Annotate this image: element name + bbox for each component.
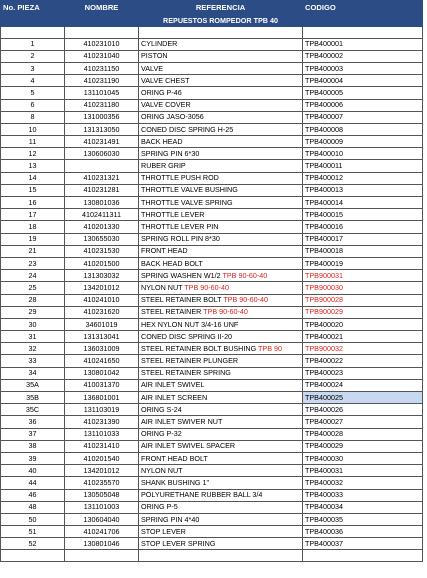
- no-pieza-cell[interactable]: 3: [1, 62, 65, 74]
- referencia-text: ORING JASO-3056: [141, 112, 204, 122]
- referencia-cell[interactable]: [139, 75, 303, 87]
- referencia-text: THROTTLE LEVER: [141, 209, 205, 219]
- table-row: [1, 221, 423, 233]
- referencia-cell[interactable]: [139, 367, 303, 379]
- blank-row: [1, 27, 423, 39]
- no-pieza-cell[interactable]: 46: [1, 489, 65, 501]
- referencia-text: ORING P-46: [141, 87, 182, 97]
- referencia-text: THROTTLE PUSH ROD: [141, 173, 219, 183]
- table-row: [1, 160, 423, 172]
- referencia-text: SHANK BUSHING 1": [141, 477, 210, 487]
- referencia-cell[interactable]: [139, 343, 303, 355]
- nombre-cell[interactable]: 130604040: [65, 513, 139, 525]
- table-row: [1, 50, 423, 62]
- referencia-cell[interactable]: [139, 270, 303, 282]
- no-pieza-cell[interactable]: 6: [1, 99, 65, 111]
- no-pieza-cell[interactable]: 16: [1, 197, 65, 209]
- referencia-text: AIR INLET SWIVEL: [141, 380, 205, 390]
- referencia-text: STOP LEVER SPRING: [141, 538, 216, 548]
- codigo-cell[interactable]: TPB400003: [303, 62, 423, 74]
- table-row: [1, 148, 423, 160]
- table-row: [1, 367, 423, 379]
- codigo-cell[interactable]: TPB900030: [303, 282, 423, 294]
- referencia-text: ORING P-5: [141, 502, 178, 512]
- table-row: [1, 99, 423, 111]
- nombre-cell[interactable]: 410241010: [65, 294, 139, 306]
- referencia-cell[interactable]: [139, 99, 303, 111]
- referencia-cell[interactable]: [139, 172, 303, 184]
- empty-cell[interactable]: [65, 550, 139, 562]
- nombre-cell[interactable]: 410231010: [65, 38, 139, 50]
- referencia-cell[interactable]: [139, 233, 303, 245]
- referencia-text: VALVE COVER: [141, 100, 191, 110]
- empty-cell[interactable]: [139, 27, 303, 39]
- codigo-cell[interactable]: TPB400037: [303, 538, 423, 550]
- referencia-text: NYLON NUT: [141, 465, 183, 475]
- table-row: [1, 428, 423, 440]
- codigo-cell[interactable]: TPB400032: [303, 477, 423, 489]
- nombre-cell[interactable]: 410201330: [65, 221, 139, 233]
- nombre-cell[interactable]: 131313050: [65, 123, 139, 135]
- codigo-cell[interactable]: TPB400012: [303, 172, 423, 184]
- no-pieza-cell[interactable]: 12: [1, 148, 65, 160]
- nombre-cell[interactable]: 410231190: [65, 75, 139, 87]
- referencia-cell[interactable]: [139, 477, 303, 489]
- referencia-text: FRONT HEAD BOLT: [141, 453, 208, 463]
- nombre-cell[interactable]: 131313041: [65, 331, 139, 343]
- referencia-cell[interactable]: [139, 111, 303, 123]
- referencia-cell[interactable]: [139, 331, 303, 343]
- empty-cell[interactable]: [303, 550, 423, 562]
- referencia-text: VALVE CHEST: [141, 75, 190, 85]
- referencia-cell[interactable]: [139, 184, 303, 196]
- no-pieza-cell[interactable]: 36: [1, 416, 65, 428]
- table-row: [1, 404, 423, 416]
- nombre-cell[interactable]: 410241706: [65, 526, 139, 538]
- nombre-cell[interactable]: 130801036: [65, 197, 139, 209]
- referencia-cell[interactable]: [139, 306, 303, 318]
- referencia-cell[interactable]: [139, 62, 303, 74]
- table-row: [1, 452, 423, 464]
- no-pieza-cell[interactable]: 23: [1, 257, 65, 269]
- codigo-cell[interactable]: TPB400017: [303, 233, 423, 245]
- no-pieza-cell[interactable]: 28: [1, 294, 65, 306]
- no-pieza-cell[interactable]: 19: [1, 233, 65, 245]
- no-pieza-cell[interactable]: 35A: [1, 379, 65, 391]
- referencia-cell[interactable]: [139, 538, 303, 550]
- nombre-cell[interactable]: 410231390: [65, 416, 139, 428]
- table-row: [1, 172, 423, 184]
- nombre-cell[interactable]: [65, 160, 139, 172]
- nombre-cell[interactable]: 410231491: [65, 136, 139, 148]
- codigo-cell[interactable]: TPB900028: [303, 294, 423, 306]
- table-row: [1, 501, 423, 513]
- empty-cell[interactable]: [303, 27, 423, 39]
- referencia-text: AIR INLET SCREEN: [141, 392, 208, 402]
- referencia-text: AIR INLET SWIVER NUT: [141, 417, 223, 426]
- codigo-cell[interactable]: TPB400030: [303, 452, 423, 464]
- codigo-cell[interactable]: TPB400019: [303, 257, 423, 269]
- table-row: [1, 526, 423, 538]
- codigo-cell[interactable]: TPB400035: [303, 513, 423, 525]
- nombre-cell[interactable]: 410231321: [65, 172, 139, 184]
- codigo-cell[interactable]: TPB400015: [303, 209, 423, 221]
- nombre-cell[interactable]: 134201012: [65, 465, 139, 477]
- no-pieza-cell[interactable]: 14: [1, 172, 65, 184]
- referencia-text: SPRING PIN 6*30: [141, 148, 200, 158]
- referencia-cell[interactable]: [139, 209, 303, 221]
- nombre-cell[interactable]: 130606030: [65, 148, 139, 160]
- table-row: [1, 184, 423, 196]
- nombre-cell[interactable]: 410201540: [65, 452, 139, 464]
- table-row: [1, 331, 423, 343]
- nombre-cell[interactable]: 136031009: [65, 343, 139, 355]
- referencia-text: STEEL RETAINER BOLT: [141, 295, 222, 305]
- referencia-text: SPRING PIN 4*40: [141, 514, 200, 524]
- nombre-cell[interactable]: 410241650: [65, 355, 139, 367]
- empty-cell[interactable]: [1, 550, 65, 562]
- no-pieza-cell[interactable]: 35B: [1, 392, 65, 404]
- referencia-text: POLYURETHANE RUBBER BALL 3/4: [141, 490, 263, 500]
- nombre-cell[interactable]: 410031370: [65, 379, 139, 391]
- header-row: [1, 1, 423, 15]
- referencia-text: BACK HEAD: [141, 136, 183, 146]
- table-row: [1, 318, 423, 330]
- codigo-cell[interactable]: TPB400026: [303, 404, 423, 416]
- referencia-text: STEEL RETAINER BOLT BUSHING: [141, 343, 257, 353]
- no-pieza-cell[interactable]: 35C: [1, 404, 65, 416]
- nombre-cell[interactable]: 131000356: [65, 111, 139, 123]
- header-codigo[interactable]: CODIGO: [303, 1, 423, 15]
- nombre-cell[interactable]: 410231410: [65, 440, 139, 452]
- table-row: [1, 513, 423, 525]
- table-row: [1, 123, 423, 135]
- referencia-cell[interactable]: [139, 379, 303, 391]
- referencia-text: RUBER GRIP: [141, 161, 186, 171]
- table-row: [1, 111, 423, 123]
- referencia-cell[interactable]: [139, 282, 303, 294]
- codigo-cell[interactable]: TPB400014: [303, 197, 423, 209]
- codigo-cell[interactable]: TPB400002: [303, 50, 423, 62]
- referencia-text: ORING S-24: [141, 404, 182, 414]
- referencia-text: CONED DISC SPRING II-20: [141, 331, 233, 341]
- table-row: [1, 440, 423, 452]
- no-pieza-cell[interactable]: 1: [1, 38, 65, 50]
- table-row: [1, 257, 423, 269]
- table-row: [1, 379, 423, 391]
- referencia-cell[interactable]: [139, 526, 303, 538]
- no-pieza-cell[interactable]: 40: [1, 465, 65, 477]
- codigo-cell[interactable]: TPB400009: [303, 136, 423, 148]
- table-row: [1, 465, 423, 477]
- no-pieza-cell[interactable]: 4: [1, 75, 65, 87]
- referencia-cell[interactable]: [139, 245, 303, 257]
- codigo-cell[interactable]: TPB400024: [303, 379, 423, 391]
- no-pieza-cell[interactable]: 44: [1, 477, 65, 489]
- codigo-cell[interactable]: TPB400008: [303, 123, 423, 135]
- referencia-cell[interactable]: [139, 513, 303, 525]
- codigo-cell[interactable]: TPB400029: [303, 440, 423, 452]
- empty-cell[interactable]: [139, 550, 303, 562]
- table-row: [1, 62, 423, 74]
- table-row: [1, 282, 423, 294]
- referencia-text: STEEL RETAINER PLUNGER: [141, 356, 239, 366]
- table-row: [1, 538, 423, 550]
- referencia-cell[interactable]: [139, 38, 303, 50]
- no-pieza-cell[interactable]: 37: [1, 428, 65, 440]
- referencia-cell[interactable]: [139, 355, 303, 367]
- codigo-cell[interactable]: TPB400023: [303, 367, 423, 379]
- referencia-cell[interactable]: [139, 136, 303, 148]
- no-pieza-cell[interactable]: 8: [1, 111, 65, 123]
- codigo-cell[interactable]: TPB400013: [303, 184, 423, 196]
- referencia-cell[interactable]: [139, 87, 303, 99]
- table-row: [1, 75, 423, 87]
- table-row: [1, 38, 423, 50]
- codigo-cell[interactable]: TPB400018: [303, 245, 423, 257]
- codigo-cell[interactable]: TPB400033: [303, 489, 423, 501]
- referencia-text: AIR INLET SWIVEL SPACER: [141, 441, 236, 451]
- codigo-cell[interactable]: TPB400027: [303, 416, 423, 428]
- nombre-cell[interactable]: 130801046: [65, 538, 139, 550]
- referencia-text: NYLON NUT: [141, 282, 183, 292]
- nombre-cell[interactable]: 131101033: [65, 428, 139, 440]
- referencia-cell[interactable]: [139, 452, 303, 464]
- referencia-text: STEEL RETAINER: [141, 307, 202, 317]
- codigo-cell[interactable]: TPB400036: [303, 526, 423, 538]
- referencia-cell[interactable]: [139, 501, 303, 513]
- no-pieza-cell[interactable]: 10: [1, 123, 65, 135]
- referencia-cell[interactable]: [139, 489, 303, 501]
- section-title-row: [1, 15, 423, 27]
- referencia-cell[interactable]: [139, 197, 303, 209]
- nombre-cell[interactable]: 131303032: [65, 270, 139, 282]
- table-row: [1, 489, 423, 501]
- table-row: [1, 209, 423, 221]
- codigo-cell[interactable]: TPB900031: [303, 270, 423, 282]
- referencia-text: FRONT HEAD: [141, 246, 188, 256]
- no-pieza-cell[interactable]: 33: [1, 355, 65, 367]
- title-spacer-cell[interactable]: [303, 15, 423, 27]
- referencia-cell[interactable]: [139, 404, 303, 416]
- referencia-cell[interactable]: [139, 50, 303, 62]
- no-pieza-cell[interactable]: 2: [1, 50, 65, 62]
- table-row: [1, 270, 423, 282]
- nombre-cell[interactable]: 410201500: [65, 257, 139, 269]
- referencia-note: TPB 90: [256, 343, 282, 353]
- codigo-cell[interactable]: TPB400006: [303, 99, 423, 111]
- nombre-cell[interactable]: 410231530: [65, 245, 139, 257]
- no-pieza-cell[interactable]: 18: [1, 221, 65, 233]
- referencia-text: CYLINDER: [141, 39, 178, 49]
- referencia-text: SPRING WASHEN W1/2: [141, 270, 221, 280]
- referencia-cell[interactable]: [139, 294, 303, 306]
- referencia-text: THROTTLE VALVE BUSHING: [141, 185, 238, 195]
- referencia-text: ORING P-32: [141, 429, 182, 439]
- nombre-cell[interactable]: 136801001: [65, 392, 139, 404]
- table-row: [1, 306, 423, 318]
- no-pieza-cell[interactable]: 48: [1, 501, 65, 513]
- referencia-cell[interactable]: [139, 123, 303, 135]
- table-row: [1, 343, 423, 355]
- codigo-cell[interactable]: TPB400028: [303, 428, 423, 440]
- codigo-cell[interactable]: TPB400031: [303, 465, 423, 477]
- referencia-cell[interactable]: [139, 148, 303, 160]
- no-pieza-cell[interactable]: 32: [1, 343, 65, 355]
- referencia-text: VALVE: [141, 63, 164, 73]
- referencia-text: SPRING ROLL PIN 8*30: [141, 234, 220, 244]
- nombre-cell[interactable]: 130505048: [65, 489, 139, 501]
- no-pieza-cell[interactable]: 51: [1, 526, 65, 538]
- no-pieza-cell[interactable]: 25: [1, 282, 65, 294]
- title-spacer-cell[interactable]: [1, 15, 65, 27]
- table-row: [1, 136, 423, 148]
- codigo-cell[interactable]: TPB400010: [303, 148, 423, 160]
- referencia-text: THROTTLE VALVE SPRING: [141, 197, 233, 207]
- codigo-cell[interactable]: TPB400001: [303, 38, 423, 50]
- table-row: [1, 355, 423, 367]
- nombre-cell[interactable]: 131101045: [65, 87, 139, 99]
- codigo-cell[interactable]: TPB400021: [303, 331, 423, 343]
- referencia-cell[interactable]: [139, 428, 303, 440]
- header-referencia[interactable]: REFERENCIA: [139, 1, 303, 15]
- empty-cell[interactable]: [1, 27, 65, 39]
- table-row: [1, 245, 423, 257]
- header-nombre[interactable]: NOMBRE: [65, 1, 139, 15]
- referencia-note: TPB 90-60-40: [221, 295, 269, 305]
- referencia-note: TPB 90-60-40: [201, 307, 248, 317]
- referencia-cell[interactable]: [139, 221, 303, 233]
- codigo-cell[interactable]: TPB400005: [303, 87, 423, 99]
- section-title[interactable]: REPUESTOS ROMPEDOR TPB 40: [139, 15, 303, 27]
- no-pieza-cell[interactable]: 13: [1, 160, 65, 172]
- nombre-cell[interactable]: 4102411311: [65, 209, 139, 221]
- referencia-cell[interactable]: [139, 440, 303, 452]
- nombre-cell[interactable]: 34601019: [65, 318, 139, 330]
- referencia-text: PISTON: [141, 51, 168, 61]
- referencia-cell[interactable]: [139, 416, 303, 428]
- nombre-cell[interactable]: 410231150: [65, 62, 139, 74]
- referencia-text: STEEL RETAINER SPRING: [141, 368, 231, 378]
- referencia-text: STOP LEVER: [141, 526, 186, 536]
- referencia-cell[interactable]: [139, 160, 303, 172]
- table-row: [1, 233, 423, 245]
- nombre-cell[interactable]: 134201012: [65, 282, 139, 294]
- codigo-cell[interactable]: TPB400011: [303, 160, 423, 172]
- table-row: [1, 416, 423, 428]
- referencia-text: THROTTLE LEVER PIN: [141, 222, 219, 231]
- codigo-cell[interactable]: TPB400007: [303, 111, 423, 123]
- no-pieza-cell[interactable]: 31: [1, 331, 65, 343]
- referencia-text: BACK HEAD BOLT: [141, 258, 203, 268]
- no-pieza-cell[interactable]: 11: [1, 136, 65, 148]
- no-pieza-cell[interactable]: 5: [1, 87, 65, 99]
- table-row: [1, 392, 423, 404]
- nombre-cell[interactable]: 410231281: [65, 184, 139, 196]
- nombre-cell[interactable]: 130801042: [65, 367, 139, 379]
- no-pieza-cell[interactable]: 24: [1, 270, 65, 282]
- codigo-cell[interactable]: TPB400016: [303, 221, 423, 233]
- codigo-cell[interactable]: TPB400004: [303, 75, 423, 87]
- no-pieza-cell[interactable]: 38: [1, 440, 65, 452]
- codigo-cell[interactable]: TPB400022: [303, 355, 423, 367]
- table-row: [1, 294, 423, 306]
- nombre-cell[interactable]: 410231040: [65, 50, 139, 62]
- referencia-cell[interactable]: [139, 318, 303, 330]
- codigo-cell[interactable]: TPB400020: [303, 318, 423, 330]
- no-pieza-cell[interactable]: 39: [1, 452, 65, 464]
- referencia-cell[interactable]: [139, 392, 303, 404]
- no-pieza-cell[interactable]: 21: [1, 245, 65, 257]
- table-row: [1, 477, 423, 489]
- title-spacer-cell[interactable]: [65, 15, 139, 27]
- nombre-cell[interactable]: 410235570: [65, 477, 139, 489]
- no-pieza-cell[interactable]: 50: [1, 513, 65, 525]
- nombre-cell[interactable]: 410231180: [65, 99, 139, 111]
- referencia-text: HEX NYLON NUT 3/4-16 UNF: [141, 319, 239, 329]
- nombre-cell[interactable]: 410231620: [65, 306, 139, 318]
- referencia-note: TPB 90-60-40: [182, 282, 230, 292]
- codigo-cell[interactable]: TPB400025: [303, 392, 423, 404]
- no-pieza-cell[interactable]: 15: [1, 184, 65, 196]
- nombre-cell[interactable]: 131101003: [65, 501, 139, 513]
- no-pieza-cell[interactable]: 34: [1, 367, 65, 379]
- referencia-cell[interactable]: [139, 257, 303, 269]
- referencia-cell[interactable]: [139, 465, 303, 477]
- no-pieza-cell[interactable]: 30: [1, 318, 65, 330]
- referencia-text: CONED DISC SPRING H-25: [141, 124, 234, 134]
- no-pieza-cell[interactable]: 29: [1, 306, 65, 318]
- empty-cell[interactable]: [65, 27, 139, 39]
- blank-row: [1, 550, 423, 562]
- no-pieza-cell[interactable]: 17: [1, 209, 65, 221]
- table-row: [1, 197, 423, 209]
- nombre-cell[interactable]: 131103019: [65, 404, 139, 416]
- table-row: [1, 87, 423, 99]
- header-no-pieza[interactable]: No. PIEZA: [1, 1, 65, 15]
- codigo-cell[interactable]: TPB900032: [303, 343, 423, 355]
- nombre-cell[interactable]: 130655030: [65, 233, 139, 245]
- codigo-cell[interactable]: TPB400034: [303, 501, 423, 513]
- codigo-cell[interactable]: TPB900029: [303, 306, 423, 318]
- no-pieza-cell[interactable]: 52: [1, 538, 65, 550]
- referencia-note: TPB 90-60-40: [220, 270, 268, 280]
